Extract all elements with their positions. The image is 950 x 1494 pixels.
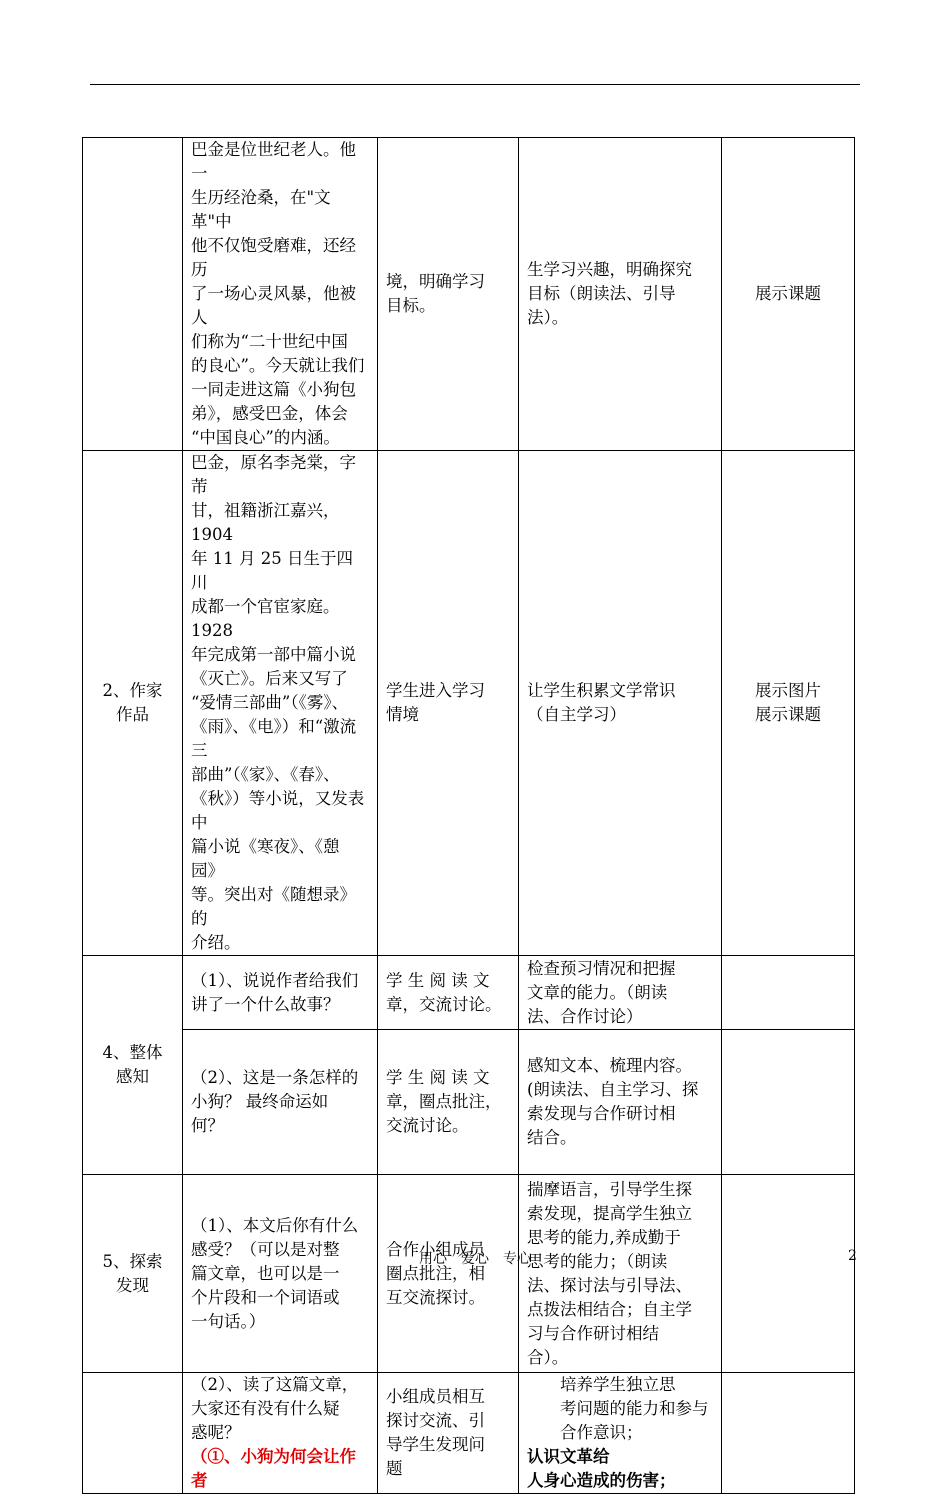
step-cell bbox=[83, 1373, 183, 1494]
student-activity-cell: 学 生 阅 读 文 章，圈点批注， 交流讨论。 bbox=[378, 1030, 519, 1175]
design-intent-text: 培养学生独立思 考问题的能力和参与 合作意识； bbox=[560, 1375, 709, 1442]
design-intent-cell: 检查预习情况和把握 文章的能力。（朗读 法、合作讨论） bbox=[519, 956, 722, 1030]
media-cell: 展示课题 bbox=[722, 138, 855, 451]
content-cell: （1）、本文后你有什么 感受？（可以是对整 篇文章，也可以是一 个片段和一个词语或 一句话。） bbox=[183, 1175, 378, 1373]
header-rule bbox=[90, 84, 860, 85]
table-row bbox=[83, 1175, 855, 1373]
table-row bbox=[83, 138, 855, 451]
content-cell: （2）、这是一条怎样的 小狗？ 最终命运如 何？ bbox=[183, 1030, 378, 1175]
step-cell: 5、探索 发现 bbox=[83, 1175, 183, 1373]
content-cell: （2）、读了这篇文章， 大家还有没有什么疑 惑呢？ （①、小狗为何会让作者 bbox=[183, 1373, 378, 1494]
emphasis-text: 认识文革给 人身心造成的伤害； bbox=[527, 1447, 676, 1490]
table-row bbox=[83, 1373, 855, 1494]
design-intent-cell: 生学习兴趣，明确探究 目标（朗读法、引导 法）。 bbox=[519, 138, 722, 451]
highlighted-question: （①、小狗为何会让作者 bbox=[191, 1447, 356, 1490]
design-intent-cell: 让学生积累文学常识 （自主学习） bbox=[519, 451, 722, 956]
media-cell bbox=[722, 1030, 855, 1175]
content-cell: （1）、说说作者给我们 讲了一个什么故事？ bbox=[183, 956, 378, 1030]
step-cell: 2、作家 作品 bbox=[83, 451, 183, 956]
page-number: 2 bbox=[848, 1248, 857, 1264]
table-row bbox=[83, 956, 855, 1030]
media-cell bbox=[722, 1373, 855, 1494]
content-cell: 巴金，原名李尧棠，字芾 甘，祖籍浙江嘉兴，1904 年 11 月 25 日生于四川 成都一个官宦家庭。1928 年完成第一部中篇小说 《灭亡》。后来又写了 “爱情三部曲”（《雾》、 《雨》、《电》）和“激流三 部曲”（《家》、《春》、 《秋》）等小说，又发表中 篇小说《寒夜》、《憩园》 等。突出对《随想录》的 介绍。 bbox=[183, 451, 378, 956]
media-cell bbox=[722, 1175, 855, 1373]
content-cell: 巴金是位世纪老人。他一 生历经沧桑，在"文革"中 他不仅饱受磨难，还经历 了一场心灵风暴，他被人 们称为“二十世纪中国 的良心”。今天就让我们 一同走进这篇《小狗包 弟》，感受巴金，体会 “中国良心”的内涵。 bbox=[183, 138, 378, 451]
student-activity-cell: 小组成员相互 探讨交流、引 导学生发现问 题 bbox=[378, 1373, 519, 1494]
footer-motto: 用心 爱心 专心 bbox=[419, 1251, 531, 1267]
student-activity-cell: 学生进入学习 情境 bbox=[378, 451, 519, 956]
table-row bbox=[83, 1030, 855, 1175]
step-cell bbox=[83, 138, 183, 451]
student-activity-cell: 学 生 阅 读 文 章，交流讨论。 bbox=[378, 956, 519, 1030]
table-row bbox=[83, 451, 855, 956]
media-cell: 展示图片 展示课题 bbox=[722, 451, 855, 956]
design-intent-cell bbox=[519, 1373, 722, 1494]
design-intent-cell: 揣摩语言，引导学生探 索发现，提高学生独立 思考的能力,养成勤于 思考的能力；（朗读 法、探讨法与引导法、 点拨法相结合；自主学 习与合作研讨相结 合）。 bbox=[519, 1175, 722, 1373]
lesson-plan-table bbox=[82, 137, 855, 1494]
design-intent-cell: 感知文本、梳理内容。 (朗读法、自主学习、探 索发现与合作研讨相 结合。 bbox=[519, 1030, 722, 1175]
media-cell bbox=[722, 956, 855, 1030]
step-cell: 4、整体 感知 bbox=[83, 956, 183, 1175]
student-activity-cell: 合作小组成员 圈点批注，相 互交流探讨。 bbox=[378, 1175, 519, 1373]
student-activity-cell: 境，明确学习 目标。 bbox=[378, 138, 519, 451]
